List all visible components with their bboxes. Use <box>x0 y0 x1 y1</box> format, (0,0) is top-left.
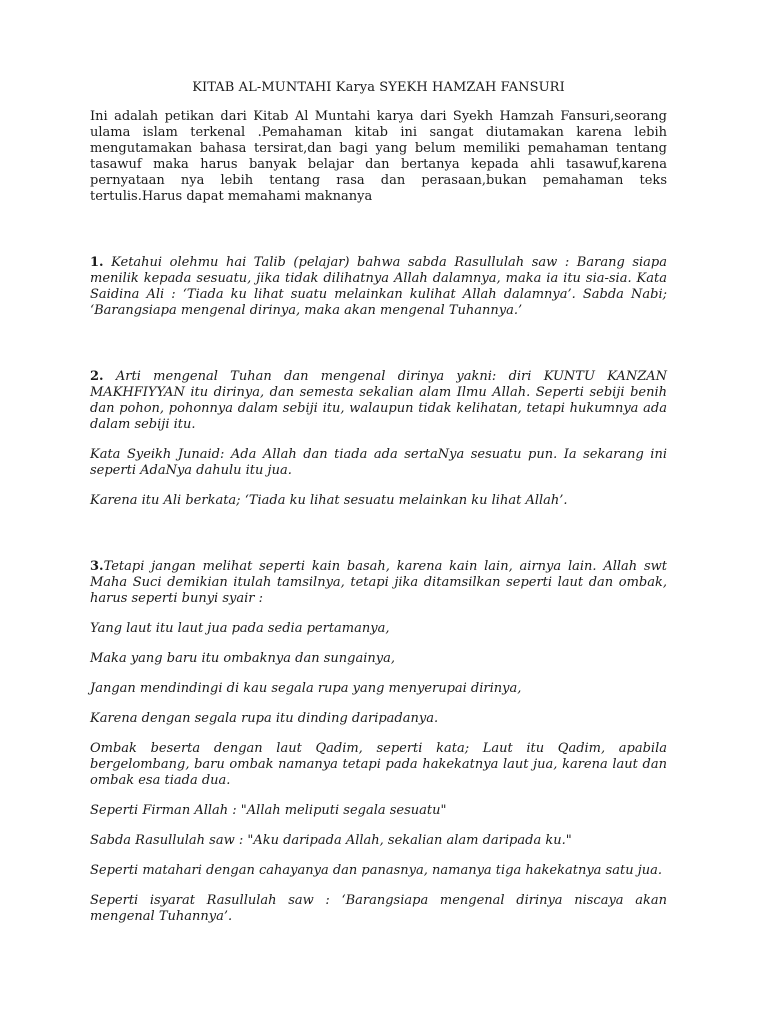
syair-line-2: Maka yang baru itu ombaknya dan sungainya, <box>90 651 395 666</box>
syair-line-3: Jangan mendindingi di kau segala rupa yang menyerupai dirinya, <box>90 681 522 696</box>
firman-paragraph: Seperti Firman Allah : "Allah meliputi segala sesuatu" <box>90 803 447 818</box>
sabda-paragraph: Sabda Rasullulah saw : "Aku daripada Allah, sekalian alam daripada ku." <box>90 833 572 848</box>
syair-line-1: Yang laut itu laut jua pada sedia pertamanya, <box>90 621 390 636</box>
section-3-text: Tetapi jangan melihat seperti kain basah, karena kain lain, airnya lain. Allah swt Maha Suci demikian itulah tamsilnya, tetapi jika ditamsilkan seperti laut dan ombak, harus seperti bunyi syair : <box>90 559 667 606</box>
section-2-junaid-paragraph: Kata Syeikh Junaid: Ada Allah dan tiada ada sertaNya sesuatu pun. Ia sekarang ini seperti AdaNya dahulu itu jua. <box>90 447 667 478</box>
section-1-text: Ketahui olehmu hai Talib (pelajar) bahwa sabda Rasullulah saw : Barang siapa menilik kepada sesuatu, jika tidak dilihatnya Allah dalamnya, maka ia itu sia-sia. Kata Saidina Ali : ‘Tiada ku lihat suatu melainkan kulihat Allah dalamnya’. Sabda Nabi; ‘Barangsiapa mengenal dirinya, maka akan mengenal Tuhannya.’ <box>90 255 667 318</box>
ombak-paragraph: Ombak beserta dengan laut Qadim, seperti kata; Laut itu Qadim, apabila bergelombang, baru ombak namanya tetapi pada hakekatnya laut jua, karena laut dan ombak esa tiada dua. <box>90 741 667 788</box>
section-2-ali-paragraph: Karena itu Ali berkata; ‘Tiada ku lihat sesuatu melainkan ku lihat Allah’. <box>90 493 568 508</box>
section-3-paragraph <box>90 559 667 607</box>
intro-paragraph: Ini adalah petikan dari Kitab Al Muntahi karya dari Syekh Hamzah Fansuri,seorang ulama islam terkenal .Pemahaman kitab ini sangat diutamakan karena lebih mengutamakan bahasa tersirat,dan bagi yang belum memiliki pemahaman tentang tasawuf maka harus banyak belajar dan bertanya kepada ahli tasawuf,karena pernyataan nya lebih tentang rasa dan perasaan,bukan pemahaman teks tertulis.Harus dapat memahami maknanya <box>90 109 667 204</box>
section-3-number: 3. <box>90 559 104 574</box>
section-2-paragraph <box>90 369 667 433</box>
syair-line-4: Karena dengan segala rupa itu dinding daripadanya. <box>90 711 439 726</box>
section-2-text: Arti mengenal Tuhan dan mengenal dirinya yakni: diri KUNTU KANZAN MAKHFIYYAN itu dirinya, dan semesta sekalian alam Ilmu Allah. Seperti sebiji benih dan pohon, pohonnya dalam sebiji itu, walaupun tidak kelihatan, tetapi hukumnya ada dalam sebiji itu. <box>90 369 667 432</box>
matahari-paragraph: Seperti matahari dengan cahayanya dan panasnya, namanya tiga hakekatnya satu jua. <box>90 863 662 878</box>
isyarat-paragraph: Seperti isyarat Rasullulah saw : ‘Barangsiapa mengenal dirinya niscaya akan mengenal Tuhannya’. <box>90 893 667 924</box>
document-title: KITAB AL-MUNTAHI Karya SYEKH HAMZAH FANSURI <box>192 80 565 95</box>
section-1-number: 1. <box>90 255 104 270</box>
document-page <box>90 79 667 925</box>
section-1-paragraph <box>90 255 667 319</box>
section-2-number: 2. <box>90 369 104 384</box>
